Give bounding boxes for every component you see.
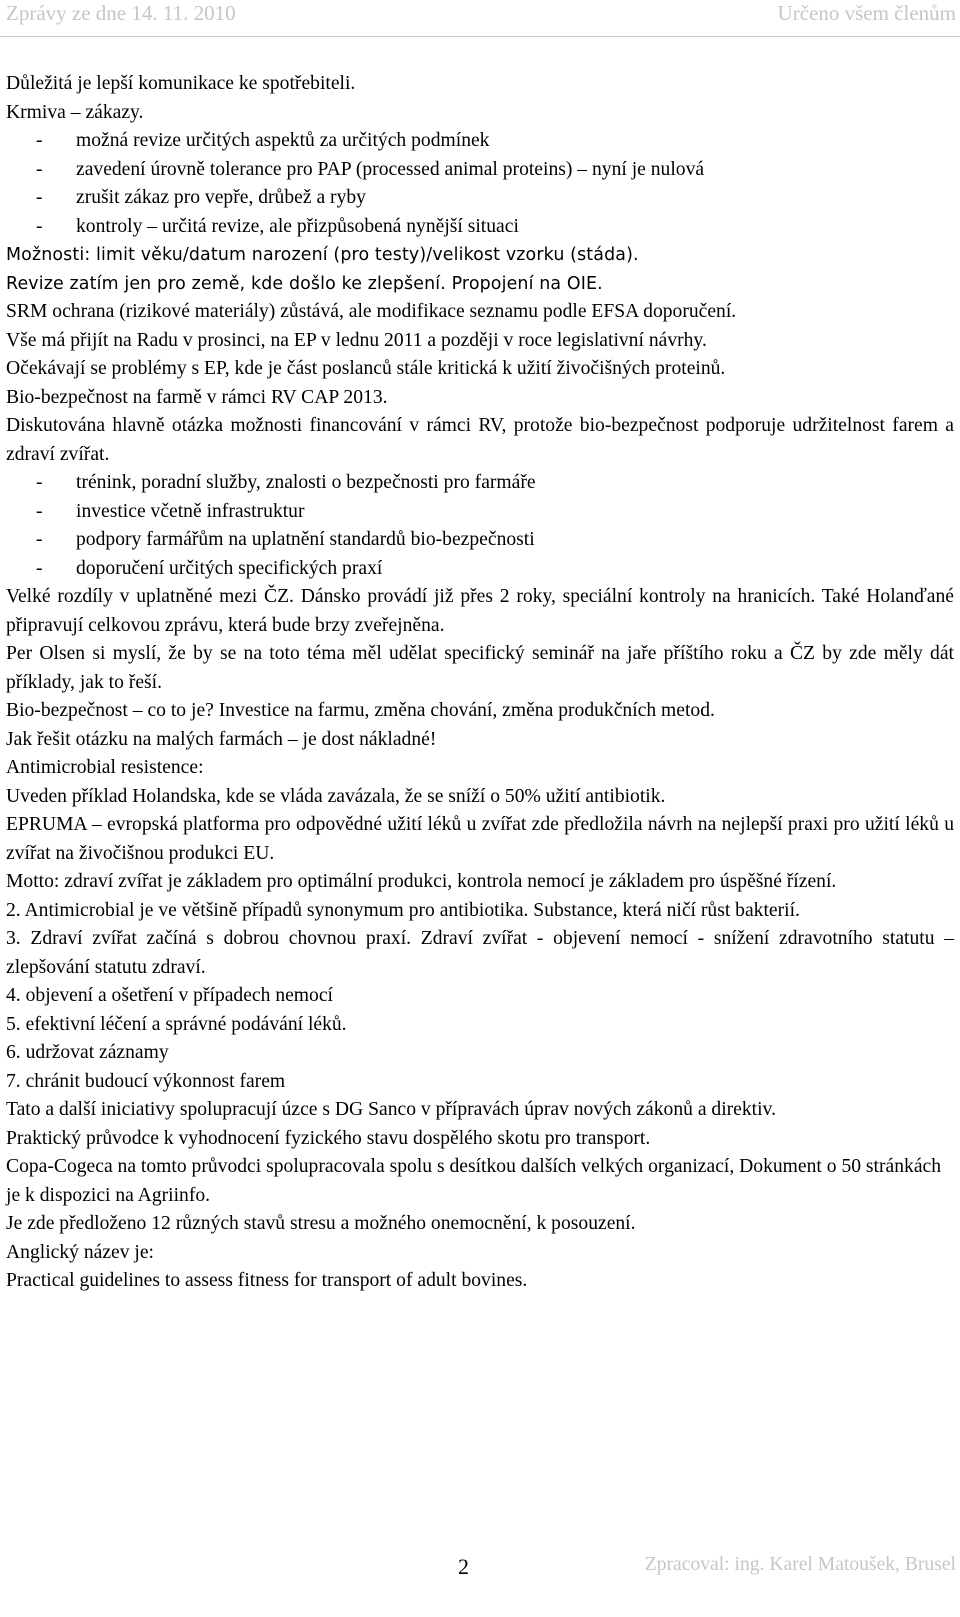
paragraph: Krmiva – zákazy. [6,101,144,123]
paragraph: 2. Antimicrobial je ve většině případů synonymum pro antibiotika. Substance, která ničí růst bakterií. [6,899,800,921]
list-item: - zavedení úrovně tolerance pro PAP (processed animal proteins) – nyní je nulová [6,156,954,185]
paragraph: Motto: zdraví zvířat je základem pro optimální produkci, kontrola nemocí je základem pro úspěšné řízení. [6,871,837,892]
dash-marker: - [36,557,43,579]
paragraph: Je zde předloženo 12 různých stavů stresu a možného onemocnění, k posouzení. [6,1213,636,1234]
paragraph: 4. objevení a ošetření v případech nemocí [6,985,333,1006]
dash-marker: - [36,187,43,208]
list-item: - zrušit zákaz pro vepře, drůbež a ryby [6,184,954,213]
paragraph: Practical guidelines to assess fitness for transport of adult bovines. [6,1270,528,1291]
paragraph: Uveden příklad Holandska, kde se vláda zavázala, že se sníží o 50% užití antibiotik. [6,785,666,807]
paragraph: Per Olsen si myslí, že by se na toto téma měl udělat specifický seminář na jaře příštího roku a ČZ by zde měly dát příklady, jak to řeší. [6,643,954,693]
paragraph: 3. Zdraví zvířat začíná s dobrou chovnou praxí. Zdraví zvířat - objevení nemocí - snížení zdravotního statutu – zlepšování statutu zdraví. [6,928,954,978]
paragraph: Očekávají se problémy s EP, kde je část poslanců stále kritická k užití živočišných proteinů. [6,358,726,379]
paragraph: Copa-Cogeca na tomto průvodci spolupracovala spolu s desítkou dalších velkých organizací, Dokument o 50 stránkách je k dispozici na Agriinfo. [6,1156,942,1206]
paragraph: Možnosti: limit věku/datum narození (pro testy)/velikost vzorku (stáda). [6,245,639,265]
list-item: - trénink, poradní služby, znalosti o bezpečnosti pro farmáře [6,469,954,498]
paragraph: 7. chránit budoucí výkonnost farem [6,1070,286,1092]
list-item: - možná revize určitých aspektů za určitých podmínek [6,127,954,156]
paragraph: Jak řešit otázku na malých farmách – je dost nákladné! [6,728,437,750]
paragraph: EPRUMA – evropská platforma pro odpovědné užití léků u zvířat zde předložila návrh na nejlepší praxi pro užití léků u zvířat na živočišnou produkci EU. [6,814,954,864]
dash-marker: - [36,215,43,237]
dash-marker: - [36,130,43,151]
paragraph: Antimicrobial resistence: [6,757,204,778]
dash-marker: - [36,158,43,180]
paragraph: Bio-bezpečnost – co to je? Investice na farmu, změna chování, změna produkčních metod. [6,700,715,721]
page-number: 2 [458,1554,469,1579]
list-item: - investice včetně infrastruktur [6,498,954,527]
paragraph: 5. efektivní léčení a správné podávání léků. [6,1013,347,1035]
page-footer [0,1530,960,1617]
paragraph: Bio-bezpečnost na farmě v rámci RV CAP 2013. [6,386,388,408]
paragraph: 6. udržovat záznamy [6,1042,169,1063]
paragraph: Vše má přijít na Radu v prosinci, na EP v lednu 2011 a později v roce legislativní návrhy. [6,329,707,351]
dash-marker: - [36,529,43,550]
list-item: - podpory farmářům na uplatnění standardů bio-bezpečnosti [6,526,954,555]
paragraph: Praktický průvodce k vyhodnocení fyzického stavu dospělého skotu pro transport. [6,1127,651,1149]
list-item: - kontroly – určitá revize, ale přizpůsobená nynější situaci [6,213,954,242]
paragraph: Důležitá je lepší komunikace ke spotřebiteli. [6,73,356,94]
document-body [6,70,954,1296]
dash-marker: - [36,472,43,493]
paragraph: Tato a další iniciativy spolupracují úzce s DG Sanco v přípravách úprav nových zákonů a direktiv. [6,1099,776,1120]
paragraph: Velké rozdíly v uplatněné mezi ČZ. Dánsko provádí již přes 2 roky, speciální kontroly na hranicích. Také Holanďané připravují celkovou zprávu, která bude brzy zveřejněna. [6,586,954,636]
paragraph: Revize zatím jen pro země, kde došlo ke zlepšení. Propojení na OIE. [6,273,603,294]
paragraph: Diskutována hlavně otázka možnosti financování v rámci RV, protože bio-bezpečnost podporuje udržitelnost farem a zdraví zvířat. [6,415,954,465]
paragraph: SRM ochrana (rizikové materiály) zůstává, ale modifikace seznamu podle EFSA doporučení. [6,301,737,322]
header-date: Zprávy ze dne 14. 11. 2010 [6,1,236,25]
header-audience: Určeno všem členům [777,1,956,25]
dash-marker: - [36,500,43,522]
footer-author: Zpracoval: ing. Karel Matoušek, Brusel [644,1554,956,1575]
paragraph: Anglický název je: [6,1241,154,1263]
list-item: - doporučení určitých specifických praxí [6,555,954,584]
page-header [0,0,960,37]
